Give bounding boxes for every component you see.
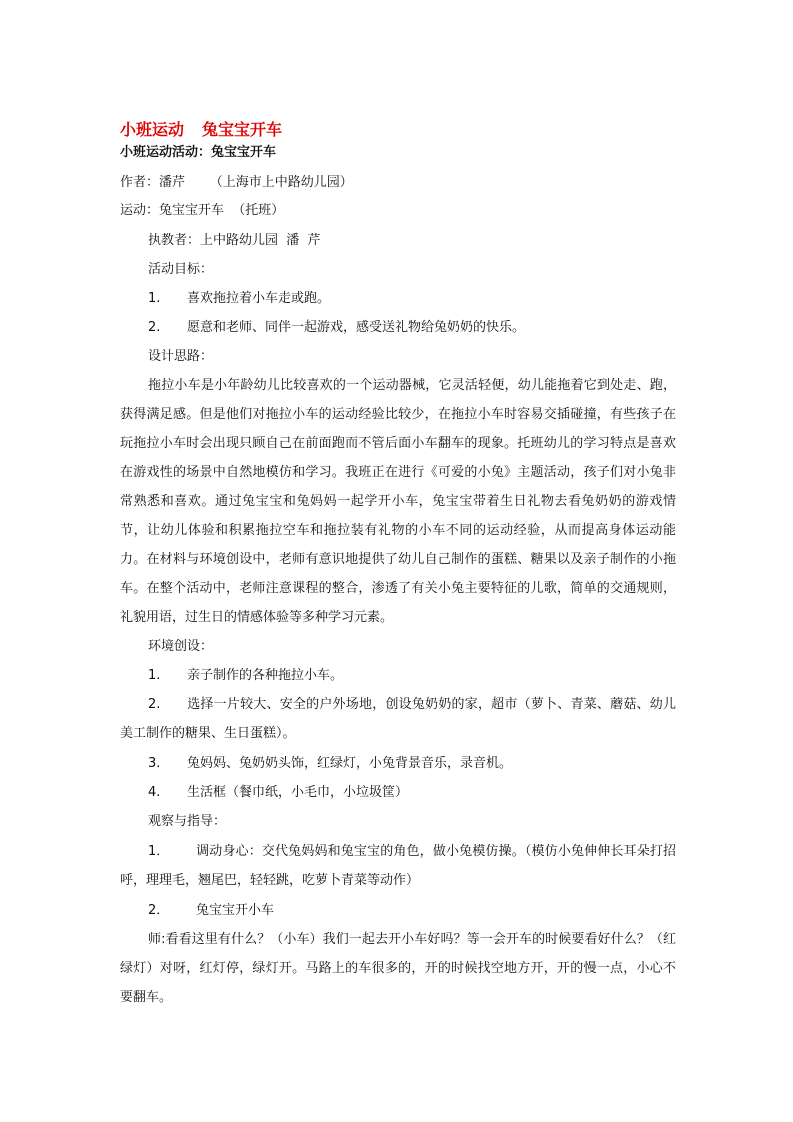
dialogue-paragraph: 师:看看这里有什么？（小车）我们一起去开小车好吗？等一会开车的时候要看好什么？（红绿灯）对呀，红灯停，绿灯开。马路上的车很多的，开的时候找空地方开，开的慢一点，小心不要翻车。	[120, 932, 676, 1005]
author-line: 作者：潘芹 （上海市上中路幼儿园）	[120, 175, 353, 190]
subtitle: 小班运动活动：兔宝宝开车	[120, 145, 277, 160]
env-heading: 环境创设：	[148, 639, 214, 654]
goal-number: 2.	[148, 320, 161, 335]
goal-item	[148, 320, 525, 336]
env-text: 选择一片较大、安全的户外场地，创设兔奶奶的家，超市（萝卜、青菜、蘑菇、幼儿美工制作的糖果、生日蛋糕）。	[120, 697, 676, 741]
env-number: 3.	[148, 756, 161, 771]
title-part-2: 兔宝宝开车	[202, 120, 283, 139]
guide-text: 兔宝宝开小车	[196, 903, 275, 918]
goal-text: 愿意和老师、同伴一起游戏，感受送礼物给兔奶奶的快乐。	[187, 320, 526, 335]
guide-heading: 观察与指导：	[148, 814, 227, 829]
env-number: 2.	[148, 697, 161, 712]
guide-item	[148, 903, 274, 919]
guide-text: 调动身心：交代兔妈妈和兔宝宝的角色，做小兔模仿操。（模仿小兔伸伸长耳朵打招呼，理理毛，翘尾巴，轻轻跳，吃萝卜青菜等动作）	[120, 844, 676, 888]
goal-number: 1.	[148, 291, 161, 306]
goal-text: 喜欢拖拉着小车走或跑。	[187, 291, 331, 306]
design-paragraph: 拖拉小车是小年龄幼儿比较喜欢的一个运动器械，它灵活轻便，幼儿能拖着它到处走、跑，获得满足感。但是他们对拖拉小车的运动经验比较少，在拖拉小车时容易交插碰撞，有些孩子在玩拖拉小车时会出现只顾自己在前面跑而不管后面小车翻车的现象。托班幼儿的学习特点是喜欢在游戏性的场景中自然地模仿和学习。我班正在进行《可爱的小兔》主题活动，孩子们对小兔非常熟悉和喜欢。通过兔宝宝和兔妈妈一起学开小车，兔宝宝带着生日礼物去看兔奶奶的游戏情节，让幼儿体验和积累拖拉空车和拖拉装有礼物的小车不同的运动经验，从而提高身体运动能力。在材料与环境创设中，老师有意识地提供了幼儿自己制作的蛋糕、糖果以及亲子制作的小拖车。在整个活动中，老师注意课程的整合，渗透了有关小兔主要特征的儿歌，简单的交通规则，礼貌用语，过生日的情感体验等多种学习元素。	[120, 378, 676, 625]
env-item	[148, 756, 512, 772]
env-number: 1.	[148, 668, 161, 683]
env-item	[148, 668, 343, 684]
activity-line: 运动：兔宝宝开车 （托班）	[120, 203, 285, 218]
design-heading: 设计思路：	[148, 349, 214, 364]
guide-item	[120, 837, 676, 895]
goals-heading: 活动目标：	[148, 262, 214, 277]
env-text: 亲子制作的各种拖拉小车。	[187, 668, 344, 683]
goal-item	[148, 291, 330, 307]
env-text: 兔妈妈、兔奶奶头饰，红绿灯，小兔背景音乐，录音机。	[187, 756, 513, 771]
env-item	[148, 785, 408, 801]
env-number: 4.	[148, 785, 161, 800]
env-text: 生活框（餐巾纸，小毛巾，小垃圾筐）	[187, 785, 409, 800]
env-item	[120, 690, 676, 748]
document-title	[120, 117, 282, 140]
teacher-line: 执教者：上中路幼儿园 潘 芹	[148, 233, 321, 248]
title-part-1: 小班运动	[120, 120, 185, 139]
guide-number: 1．	[148, 844, 170, 859]
guide-number: 2．	[148, 903, 170, 918]
